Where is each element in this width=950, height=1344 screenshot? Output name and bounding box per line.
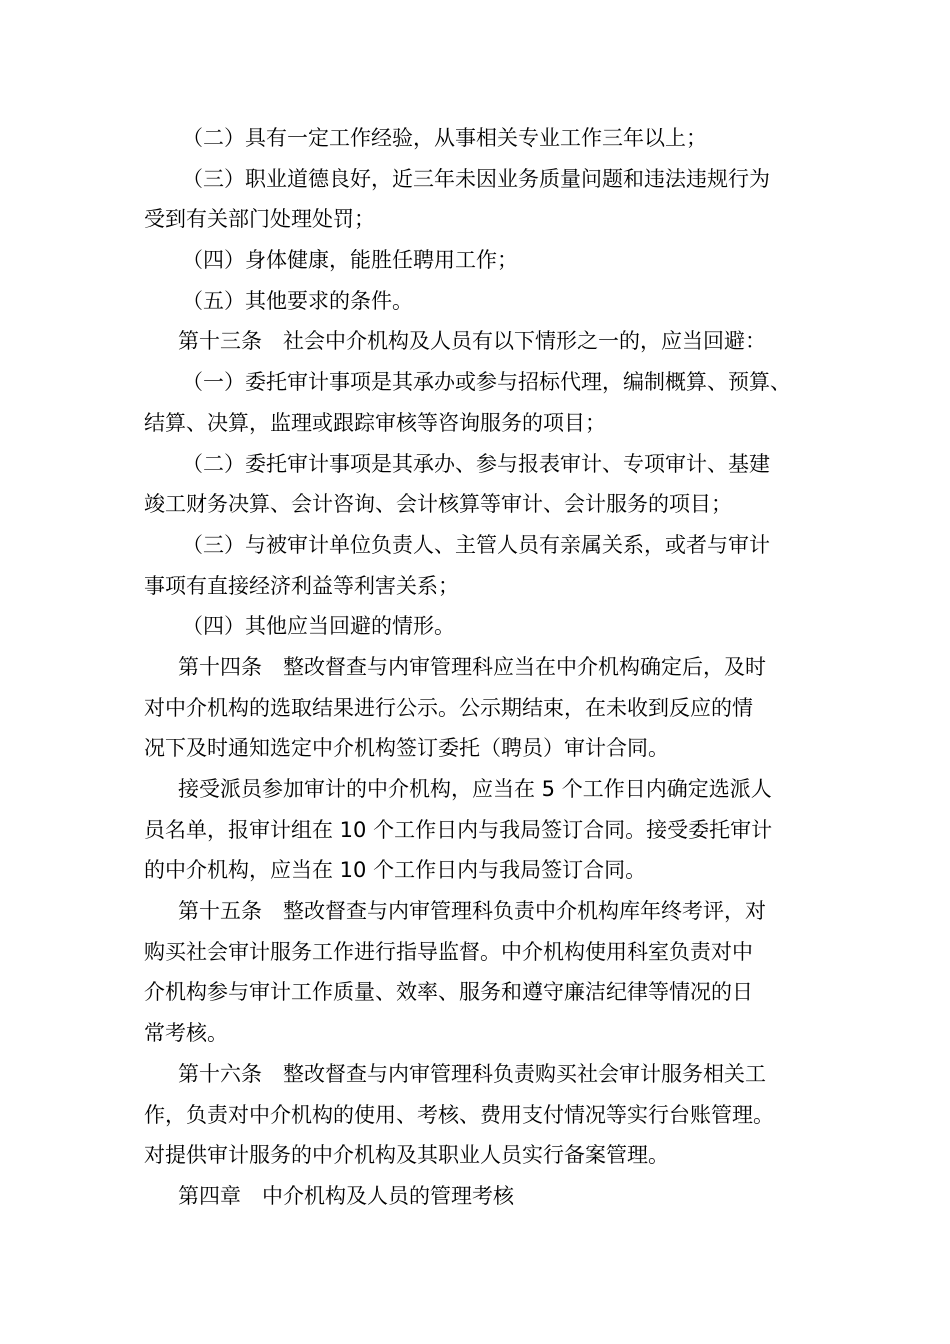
- paragraph-line: （二）委托审计事项是其承办、参与报表审计、专项审计、基建: [182, 451, 770, 476]
- paragraph-line: 常考核。: [144, 1021, 228, 1046]
- chapter-heading-line: 第四章 中介机构及人员的管理考核: [178, 1183, 514, 1208]
- paragraph-line: （四）其他应当回避的情形。: [182, 614, 455, 639]
- article-heading-line: 第十三条 社会中介机构及人员有以下情形之一的，应当回避：: [178, 329, 766, 354]
- article-heading-line: 第十六条 整改督查与内审管理科负责购买社会审计服务相关工: [178, 1061, 766, 1086]
- paragraph-line: 对中介机构的选取结果进行公示。公示期结束，在未收到反应的情: [144, 695, 753, 720]
- paragraph-line: 介机构参与审计工作质量、效率、服务和遵守廉洁纪律等情况的日: [144, 980, 753, 1005]
- paragraph-line: 的中介机构，应当在 10 个工作日内与我局签订合同。: [144, 858, 647, 883]
- paragraph-line: （二）具有一定工作经验，从事相关专业工作三年以上；: [182, 126, 707, 150]
- paragraph-line: 作，负责对中介机构的使用、考核、费用支付情况等实行台账管理。: [144, 1102, 774, 1127]
- paragraph-line: 结算、决算，监理或跟踪审核等咨询服务的项目；: [144, 410, 606, 435]
- paragraph-line: 接受派员参加审计的中介机构，应当在 5 个工作日内确定选派人: [178, 777, 772, 801]
- paragraph-line: （三）与被审计单位负责人、主管人员有亲属关系，或者与审计: [182, 532, 770, 557]
- document-body: [144, 118, 824, 1217]
- paragraph-line: 员名单，报审计组在 10 个工作日内与我局签订合同。接受委托审计: [144, 817, 773, 842]
- paragraph-line: （五）其他要求的条件。: [182, 288, 413, 313]
- article-heading-line: 第十五条 整改督查与内审管理科负责中介机构库年终考评，对: [178, 899, 766, 924]
- paragraph-line: 受到有关部门处理处罚；: [144, 207, 375, 232]
- paragraph-line: 对提供审计服务的中介机构及其职业人员实行备案管理。: [144, 1143, 669, 1168]
- paragraph-line: 购买社会审计服务工作进行指导监督。中介机构使用科室负责对中: [144, 939, 753, 964]
- paragraph-line: 况下及时通知选定中介机构签订委托（聘员）审计合同。: [144, 736, 669, 761]
- paragraph-line: （一）委托审计事项是其承办或参与招标代理，编制概算、预算、: [182, 370, 791, 395]
- paragraph-line: 事项有直接经济利益等利害关系；: [144, 573, 459, 598]
- article-heading-line: 第十四条 整改督查与内审管理科应当在中介机构确定后，及时: [178, 654, 766, 679]
- paragraph-line: （四）身体健康，能胜任聘用工作；: [182, 248, 518, 273]
- paragraph-line: （三）职业道德良好，近三年未因业务质量问题和违法违规行为: [182, 166, 770, 191]
- paragraph-line: 竣工财务决算、会计咨询、会计核算等审计、会计服务的项目；: [144, 492, 732, 517]
